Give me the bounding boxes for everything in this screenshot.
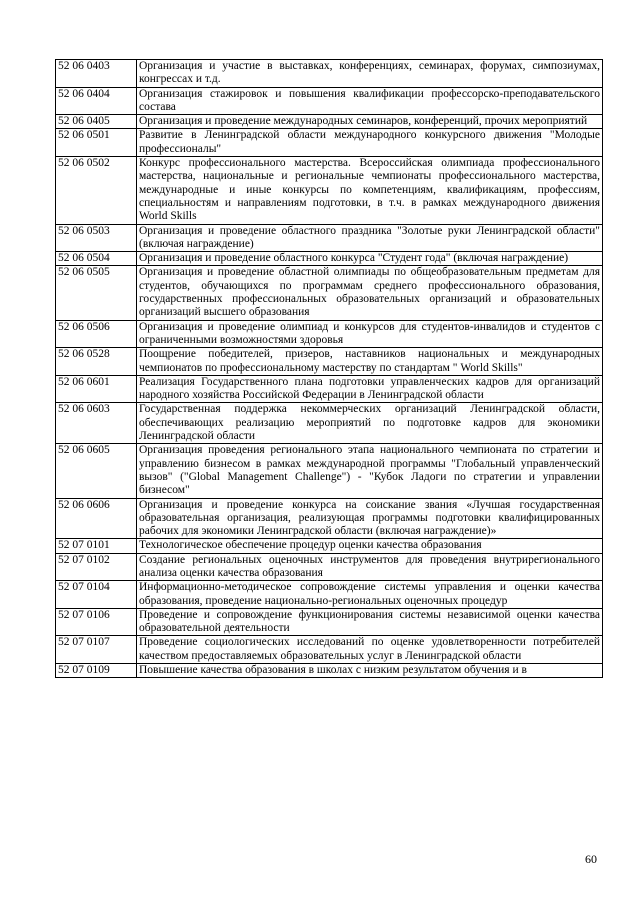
table-row [56,636,603,664]
table-row [56,157,603,224]
table-row [56,664,603,678]
row-code: 52 07 0102 [56,553,137,581]
table-row [56,348,603,376]
table-row [56,498,603,539]
row-description: Технологическое обеспечение процедур оценки качества образования [137,539,603,553]
table-row [56,608,603,636]
row-description: Конкурс профессионального мастерства. Всероссийская олимпиада профессионального мастерства, национальные и региональные чемпионаты профессионального мастерства, международные и иные конкурсы по компетенциям, квалификациям, профессиям, специальностям и направлениям подготовки, в т.ч. в рамках международного движения World Skills [137,157,603,224]
row-code: 52 06 0502 [56,157,137,224]
row-description: Создание региональных оценочных инструментов для проведения внутрирегионального анализа оценки качества образования [137,553,603,581]
row-code: 52 07 0104 [56,581,137,609]
table-row [56,252,603,266]
row-code: 52 06 0405 [56,115,137,129]
row-description: Развитие в Ленинградской области международного конкурсного движения "Молодые профессионалы" [137,129,603,157]
row-code: 52 06 0503 [56,224,137,252]
table-row [56,224,603,252]
row-description: Организация проведения регионального этапа национального чемпионата по стратегии и управлению бизнесом в рамках международной программы "Глобальный управленческий вызов" ("Global Management Challenge") - "Кубок Ладоги по стратегии и управлении бизнесом" [137,444,603,498]
row-description: Организация и проведение международных семинаров, конференций, прочих мероприятий [137,115,603,129]
row-code: 52 06 0605 [56,444,137,498]
row-description: Организация стажировок и повышения квалификации профессорско-преподавательского состава [137,87,603,115]
table-row [56,320,603,348]
row-description: Организация и проведение областной олимпиады по общеобразовательным предметам для студентов, обучающихся по программам среднего профессионального образования, государственных профессиональных образовательных организаций и образовательных организаций высшего образования [137,266,603,320]
row-code: 52 06 0504 [56,252,137,266]
table-row [56,115,603,129]
row-description: Проведение и сопровождение функционирования системы независимой оценки качества образовательной деятельности [137,608,603,636]
row-code: 52 07 0107 [56,636,137,664]
row-code: 52 06 0601 [56,375,137,403]
row-code: 52 06 0501 [56,129,137,157]
row-description: Информационно-методическое сопровождение системы управления и оценки качества образования, проведение национально-региональных оценочных процедур [137,581,603,609]
row-code: 52 06 0528 [56,348,137,376]
row-code: 52 06 0403 [56,60,137,88]
table-row [56,581,603,609]
row-description: Организация и проведение областного конкурса "Студент года" (включая награждение) [137,252,603,266]
row-description: Проведение социологических исследований по оценке удовлетворенности потребителей качеством предоставляемых образовательных услуг в Ленинградской области [137,636,603,664]
table-row [56,553,603,581]
row-description: Организация и проведение конкурса на соискание звания «Лучшая государственная образовательная организация, реализующая программы подготовки квалифицированных рабочих для экономики Ленинградской области (включая награждение)» [137,498,603,539]
row-code: 52 07 0101 [56,539,137,553]
table-row [56,129,603,157]
row-code: 52 06 0506 [56,320,137,348]
row-description: Организация и участие в выставках, конференциях, семинарах, форумах, симпозиумах, конгрессах и т.д. [137,60,603,88]
row-description: Поощрение победителей, призеров, наставников национальных и международных чемпионатов по профессиональному мастерству по стандартам " World Skills" [137,348,603,376]
row-description: Организация и проведение областного праздника "Золотые руки Ленинградской области" (включая награждение) [137,224,603,252]
row-code: 52 07 0109 [56,664,137,678]
table-row [56,375,603,403]
table-row [56,60,603,88]
row-description: Реализация Государственного плана подготовки управленческих кадров для организаций народного хозяйства Российской Федерации в Ленинградской области [137,375,603,403]
row-code: 52 07 0106 [56,608,137,636]
table-row [56,444,603,498]
row-description: Государственная поддержка некоммерческих организаций Ленинградской области, обеспечивающих реализацию мероприятий по подготовке кадров для экономики Ленинградской области [137,403,603,444]
row-code: 52 06 0603 [56,403,137,444]
row-code: 52 06 0606 [56,498,137,539]
row-description: Повышение качества образования в школах с низким результатом обучения и в [137,664,603,678]
table-row [56,539,603,553]
table-row [56,87,603,115]
row-code: 52 06 0505 [56,266,137,320]
row-description: Организация и проведение олимпиад и конкурсов для студентов-инвалидов и студентов с ограниченными возможностями здоровья [137,320,603,348]
table-row [56,266,603,320]
table-row [56,403,603,444]
page-number: 60 [585,852,597,866]
budget-code-table [55,59,603,678]
row-code: 52 06 0404 [56,87,137,115]
